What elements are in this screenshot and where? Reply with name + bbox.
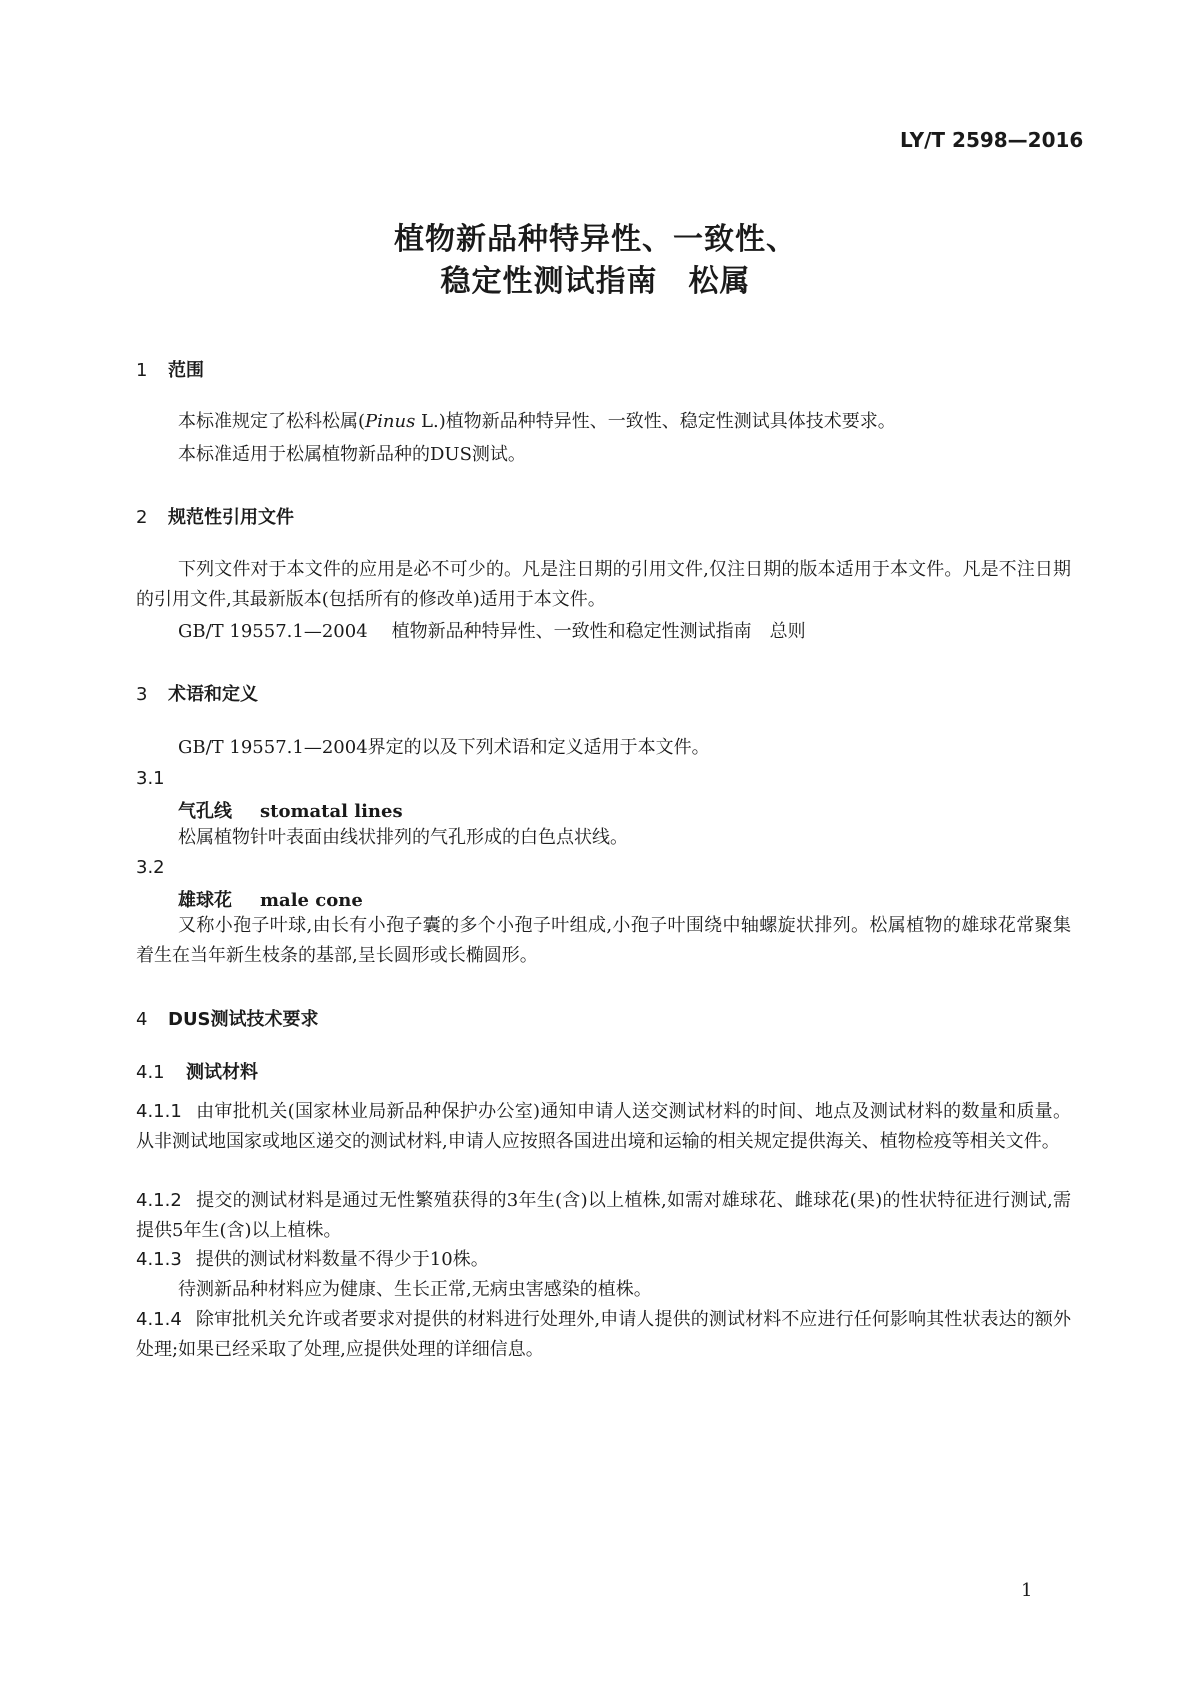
normative-reference — [178, 617, 806, 647]
clause-number: 4.1.4 — [136, 1309, 182, 1330]
text-run: 本标准规定了松科松属( — [178, 411, 366, 432]
term-number: 3.1 — [136, 768, 165, 789]
section-number: 4 — [136, 1009, 148, 1030]
section-4-heading — [136, 1005, 319, 1031]
document-title-line2: 稳定性测试指南 松属 — [440, 264, 751, 299]
references-paragraph: 下列文件对于本文件的应用是必不可少的。凡是注日期的引用文件,仅注日期的版本适用于本文件。凡是不注日期的引用文件,其最新版本(包括所有的修改单)适用于本文件。 — [136, 559, 1071, 610]
subsection-number: 4.1 — [136, 1062, 165, 1083]
section-title: DUS测试技术要求 — [168, 1009, 319, 1030]
terms-intro-paragraph: GB/T 19557.1—2004界定的以及下列术语和定义适用于本文件。 — [178, 737, 710, 758]
section-number: 1 — [136, 360, 148, 381]
clause-4-1-3 — [136, 1245, 1071, 1275]
document-title-line1: 植物新品种特异性、一致性、 — [394, 222, 797, 257]
section-1-heading — [136, 356, 204, 382]
clause-4-1-1 — [136, 1097, 1071, 1157]
term-english: male cone — [260, 890, 363, 911]
clause-4-1-3-continuation: 待测新品种材料应为健康、生长正常,无病虫害感染的植株。 — [178, 1279, 652, 1300]
clause-number: 4.1.3 — [136, 1249, 182, 1270]
clause-text: 由审批机关(国家林业局新品种保护办公室)通知申请人送交测试材料的时间、地点及测试材料的数量和质量。从非测试地国家或地区递交的测试材料,申请人应按照各国进出境和运输的相关规定提供海关、植物检疫等相关文件。 — [136, 1101, 1071, 1152]
section-title: 术语和定义 — [168, 684, 258, 705]
subsection-4-1-heading — [136, 1058, 258, 1084]
section-2-heading — [136, 503, 294, 529]
section-title: 范围 — [168, 360, 204, 381]
page-number: 1 — [1021, 1580, 1033, 1601]
term-entry — [178, 797, 403, 823]
section-3-heading — [136, 680, 258, 706]
term-number: 3.2 — [136, 857, 165, 878]
clause-4-1-2 — [136, 1186, 1071, 1246]
scope-paragraph-1 — [178, 407, 896, 437]
section-title: 规范性引用文件 — [168, 507, 294, 528]
scope-paragraph-2: 本标准适用于松属植物新品种的DUS测试。 — [178, 444, 526, 465]
reference-title: 植物新品种特异性、一致性和稳定性测试指南 总则 — [391, 621, 806, 642]
section-number: 2 — [136, 507, 148, 528]
clause-text: 提供的测试材料数量不得少于10株。 — [195, 1249, 489, 1270]
term-chinese: 雄球花 — [178, 890, 232, 911]
clause-number: 4.1.1 — [136, 1101, 182, 1122]
clause-number: 4.1.2 — [136, 1190, 182, 1211]
term-entry — [178, 886, 363, 912]
section-number: 3 — [136, 684, 148, 705]
subsection-title: 测试材料 — [186, 1062, 258, 1083]
reference-code: GB/T 19557.1—2004 — [178, 621, 368, 642]
term-chinese: 气孔线 — [178, 801, 232, 822]
term-english: stomatal lines — [260, 801, 403, 822]
genus-name: Pinus — [365, 411, 416, 432]
text-run: L.)植物新品种特异性、一致性、稳定性测试具体技术要求。 — [415, 411, 896, 432]
standard-code: LY/T 2598—2016 — [900, 128, 1084, 152]
clause-4-1-4 — [136, 1305, 1071, 1365]
term-definition: 松属植物针叶表面由线状排列的气孔形成的白色点状线。 — [178, 827, 628, 848]
term-definition: 又称小孢子叶球,由长有小孢子囊的多个小孢子叶组成,小孢子叶围绕中轴螺旋状排列。松属植物的雄球花常聚集着生在当年新生枝条的基部,呈长圆形或长椭圆形。 — [136, 915, 1071, 966]
clause-text: 除审批机关允许或者要求对提供的材料进行处理外,申请人提供的测试材料不应进行任何影响其性状表达的额外处理;如果已经采取了处理,应提供处理的详细信息。 — [136, 1309, 1071, 1360]
clause-text: 提交的测试材料是通过无性繁殖获得的3年生(含)以上植株,如需对雄球花、雌球花(果)的性状特征进行测试,需提供5年生(含)以上植株。 — [136, 1190, 1071, 1241]
